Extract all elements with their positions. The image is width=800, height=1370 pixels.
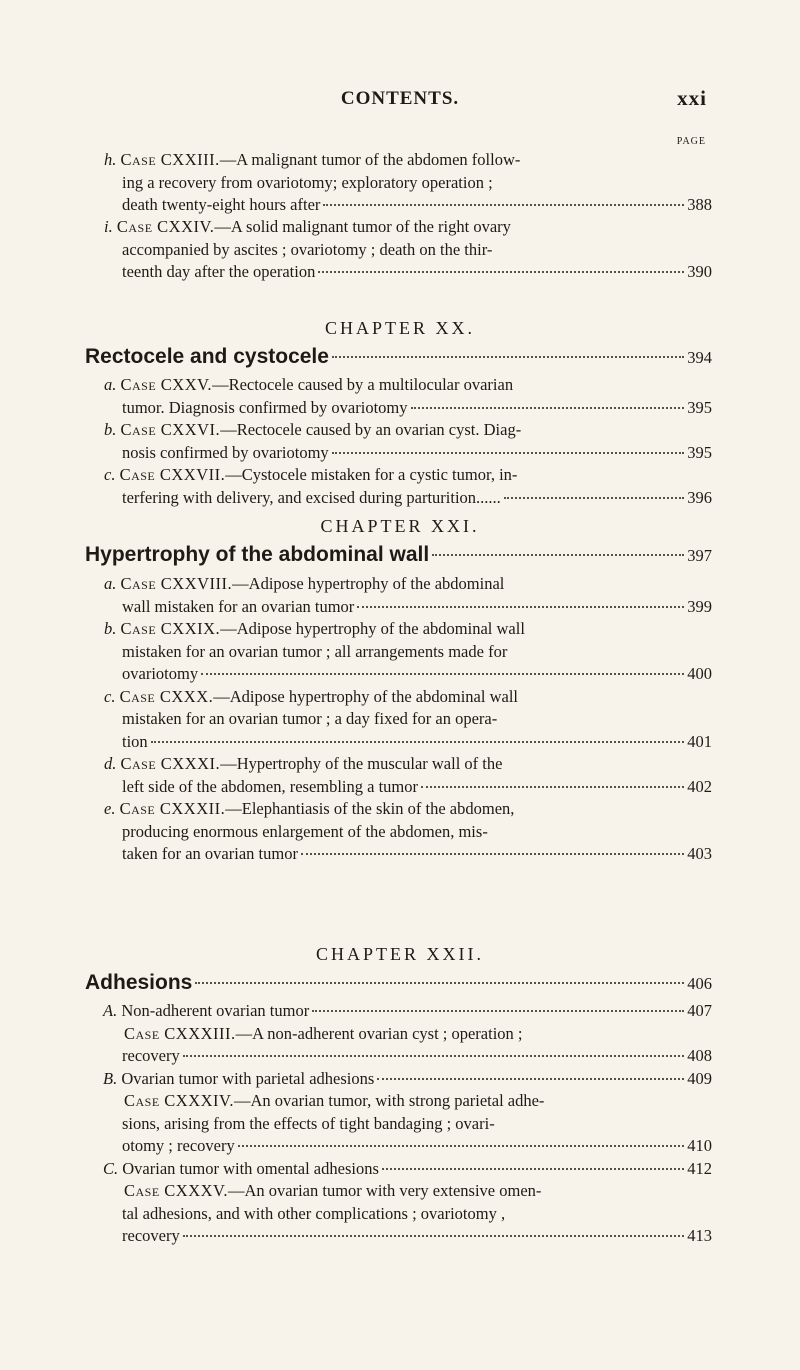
toc-entry-line	[104, 239, 712, 262]
entry-page: 409	[687, 1068, 712, 1088]
dot-leader	[377, 1078, 684, 1080]
entry-first-line	[104, 753, 502, 776]
dot-leader	[238, 1145, 685, 1147]
dot-leader	[201, 673, 684, 675]
toc-entry	[104, 798, 712, 866]
section-page: 397	[687, 546, 712, 565]
entry-label: b.	[104, 420, 117, 439]
toc-entry-line	[103, 1090, 712, 1113]
toc-entry-line	[104, 397, 712, 420]
dot-leader	[151, 741, 685, 743]
section-name: Hypertrophy of the abdominal wall	[85, 543, 430, 566]
toc-entry	[104, 464, 712, 509]
entry-first-line	[104, 798, 514, 821]
entry-first-line	[104, 374, 513, 397]
entry-text: accompanied by ascites ; ovariotomy ; death on the thir-	[122, 239, 493, 259]
entry-label: h.	[104, 150, 117, 169]
toc-entry-line	[104, 708, 712, 731]
dot-leader	[312, 1010, 684, 1012]
section-line	[85, 543, 712, 567]
entry-page: 410	[687, 1136, 712, 1155]
entry-page: 413	[687, 1226, 712, 1245]
toc-entry	[104, 216, 712, 284]
page-number: xxi	[677, 86, 707, 110]
toc-entry-line	[103, 1000, 712, 1023]
entry-text: —A solid malignant tumor of the right ovary	[214, 217, 511, 236]
dot-leader	[318, 271, 684, 273]
entry-first-line	[104, 573, 504, 596]
entry-text: Ovarian tumor with omental adhesions	[122, 1158, 379, 1178]
entry-label: a.	[104, 375, 117, 394]
dot-leader	[432, 554, 684, 556]
entry-text: tumor. Diagnosis confirmed by ovariotomy	[122, 397, 408, 417]
entry-label: a.	[104, 574, 117, 593]
dot-leader	[504, 497, 684, 499]
dot-leader	[323, 204, 684, 206]
entry-label: e.	[104, 799, 116, 818]
dot-leader	[332, 356, 684, 358]
entry-text: Ovarian tumor with parietal adhesions	[121, 1068, 375, 1088]
entry-text: nosis confirmed by ovariotomy	[122, 442, 329, 462]
case-number: Case CXXIII.	[120, 150, 220, 169]
case-number: Case CXXV.	[120, 375, 213, 394]
toc-entry-line	[104, 487, 712, 510]
entry-text: —Elephantiasis of the skin of the abdomen,	[225, 799, 515, 818]
section-page: 406	[687, 974, 712, 993]
case-number: Case CXXIV.	[116, 217, 215, 236]
entry-text: producing enormous enlargement of the abdomen, mis-	[122, 821, 488, 841]
section-name: Rectocele and cystocele	[85, 345, 329, 368]
toc-entry-line	[104, 442, 712, 465]
dot-leader	[357, 606, 684, 608]
entry-page: 401	[687, 731, 712, 751]
entry-text: —A malignant tumor of the abdomen follow-	[219, 150, 521, 169]
entry-page: 400	[687, 664, 712, 683]
dot-leader	[332, 452, 685, 454]
case-number: Case CXXXIV.	[124, 1091, 234, 1110]
toc-entry-line	[104, 776, 712, 799]
entry-text: recovery	[122, 1226, 180, 1245]
dot-leader	[411, 407, 685, 409]
entry-text: —An ovarian tumor with very extensive omen-	[227, 1181, 542, 1200]
toc-entry-line	[104, 798, 712, 821]
entry-text: otomy ; recovery	[122, 1136, 235, 1155]
entry-text: —Hypertrophy of the muscular wall of the	[220, 754, 503, 773]
entry-first-line	[104, 216, 511, 239]
entry-text: terfering with delivery, and excised during parturition......	[122, 487, 501, 507]
toc-entry-line	[104, 821, 712, 844]
section-page: 394	[687, 348, 712, 367]
entry-text: —Adipose hypertrophy of the abdominal wall	[220, 619, 525, 638]
toc-entry-line	[103, 1135, 712, 1158]
section-line	[85, 345, 712, 369]
section-title	[85, 971, 712, 995]
dot-leader	[183, 1235, 685, 1237]
dot-leader	[195, 982, 684, 984]
entry-text: —Rectocele caused by a multilocular ovarian	[212, 375, 514, 394]
running-header	[0, 86, 800, 116]
toc-entry	[104, 686, 712, 754]
toc-entry-line	[104, 686, 712, 709]
entry-text: —An ovarian tumor, with strong parietal adhe-	[233, 1091, 545, 1110]
entry-first-line	[124, 1023, 523, 1046]
chapter-heading: CHAPTER XX.	[324, 318, 475, 338]
toc-entry-line	[104, 641, 712, 664]
toc-entry-line	[104, 663, 712, 686]
entry-text: sions, arising from the effects of tight bandaging ; ovari-	[122, 1113, 495, 1133]
toc-entry-line	[103, 1158, 712, 1181]
dot-leader	[301, 853, 684, 855]
toc-entry-line	[104, 172, 712, 195]
dot-leader	[382, 1168, 684, 1170]
entry-page: 395	[687, 442, 712, 462]
toc-entry-line	[103, 1068, 712, 1091]
entry-text: taken for an ovarian tumor	[122, 844, 298, 863]
toc-entry-line	[103, 1180, 712, 1203]
toc-entry-line	[103, 1225, 712, 1248]
case-number: Case CXXXI.	[120, 754, 221, 773]
toc-entry	[104, 374, 712, 419]
case-number: Case CXXIX.	[120, 619, 221, 638]
entry-page: 403	[687, 844, 712, 863]
chapter-heading: CHAPTER XXI.	[320, 516, 480, 536]
entry-first-line	[104, 419, 521, 442]
entry-text: recovery	[122, 1046, 180, 1065]
page-column-label: PAGE	[676, 136, 706, 147]
entry-text: death twenty-eight hours after	[122, 195, 321, 214]
entry-first-line	[124, 1180, 541, 1203]
entry-page: 395	[687, 397, 712, 417]
toc-entry	[104, 753, 712, 798]
toc-entry	[104, 573, 712, 618]
entry-page: 390	[687, 262, 712, 281]
toc-entry-line	[104, 261, 712, 284]
toc-entry	[103, 1068, 712, 1091]
entry-text: wall mistaken for an ovarian tumor	[122, 596, 355, 616]
entry-text: tion	[122, 731, 148, 751]
entry-text: mistaken for an ovarian tumor ; all arrangements made for	[122, 641, 508, 661]
toc-entry	[104, 618, 712, 686]
entry-first-line	[103, 1068, 374, 1091]
entry-label: c.	[104, 465, 116, 484]
toc-entry-line	[104, 573, 712, 596]
toc-entry-line	[103, 1045, 712, 1068]
entry-page: 396	[687, 487, 712, 507]
case-number: Case CXXXII.	[119, 799, 226, 818]
dot-leader	[183, 1055, 685, 1057]
entry-page: 412	[687, 1158, 712, 1178]
entry-label: c.	[104, 686, 116, 706]
entry-text: tal adhesions, and with other complications ; ovariotomy ,	[122, 1203, 506, 1223]
toc-entry	[104, 149, 712, 217]
section-title	[85, 345, 712, 369]
toc-entry-line	[104, 149, 712, 172]
toc-entry-line	[104, 618, 712, 641]
entry-page: 388	[687, 195, 712, 214]
entry-page: 408	[687, 1046, 712, 1065]
entry-label: B.	[103, 1068, 118, 1088]
entry-text: ovariotomy	[122, 664, 199, 683]
toc-entry-line	[104, 216, 712, 239]
case-number: Case CXXXV.	[124, 1181, 228, 1200]
section-name: Adhesions	[85, 971, 193, 994]
entry-first-line	[124, 1090, 544, 1113]
toc-entry-line	[104, 419, 712, 442]
entry-first-line	[103, 1000, 309, 1023]
entry-text: ing a recovery from ovariotomy; exploratory operation ;	[122, 172, 493, 192]
entry-text: —Cystocele mistaken for a cystic tumor, in-	[225, 465, 518, 484]
entry-text: —Rectocele caused by an ovarian cyst. Diag-	[220, 420, 522, 439]
toc-entry-line	[103, 1113, 712, 1136]
toc-entry-line	[104, 843, 712, 866]
toc-entry-line	[103, 1203, 712, 1226]
case-number: Case CXXVII.	[119, 465, 226, 484]
case-number: Case CXXXIII.	[124, 1023, 236, 1043]
toc-entry-line	[104, 731, 712, 754]
toc-entry-line	[103, 1023, 712, 1046]
entry-first-line	[103, 1158, 379, 1181]
entry-label: C.	[103, 1158, 119, 1178]
entry-text: mistaken for an ovarian tumor ; a day fixed for an opera-	[122, 709, 498, 728]
entry-page: 407	[687, 1001, 712, 1020]
toc-entry-line	[104, 753, 712, 776]
toc-entry	[103, 1180, 712, 1248]
entry-text: —Adipose hypertrophy of the abdominal	[232, 574, 505, 593]
case-number: Case CXXX.	[119, 686, 214, 706]
entry-text: left side of the abdomen, resembling a tumor	[122, 776, 419, 796]
toc-entry-line	[104, 374, 712, 397]
entry-text: —A non-adherent ovarian cyst ; operation ;	[235, 1023, 523, 1043]
entry-label: d.	[104, 754, 117, 773]
case-number: Case CXXVI.	[120, 420, 221, 439]
entry-label: b.	[104, 619, 117, 638]
section-line	[85, 971, 712, 995]
toc-entry	[103, 1158, 712, 1181]
entry-first-line	[104, 464, 517, 487]
entry-text: teenth day after the operation	[122, 262, 316, 281]
entry-first-line	[104, 149, 520, 172]
toc-entry-line	[104, 464, 712, 487]
page-title: CONTENTS.	[340, 88, 460, 109]
toc-entry-line	[104, 596, 712, 619]
toc-entry	[103, 1023, 712, 1068]
section-title	[85, 543, 712, 567]
entry-first-line	[104, 618, 525, 641]
entry-label: i.	[104, 217, 113, 236]
entry-page: 399	[687, 596, 712, 616]
toc-entry	[103, 1000, 712, 1023]
toc-entry-line	[104, 194, 712, 217]
entry-text: —Adipose hypertrophy of the abdominal wall	[213, 686, 518, 706]
entry-first-line	[104, 686, 518, 709]
toc-entry	[104, 419, 712, 464]
toc-entry	[103, 1090, 712, 1158]
entry-page: 402	[687, 776, 712, 796]
dot-leader	[421, 786, 684, 788]
case-number: Case CXXVIII.	[120, 574, 233, 593]
entry-label: A.	[103, 1001, 118, 1020]
entry-text: Non-adherent ovarian tumor	[121, 1001, 310, 1020]
chapter-heading: CHAPTER XXII.	[316, 944, 484, 964]
